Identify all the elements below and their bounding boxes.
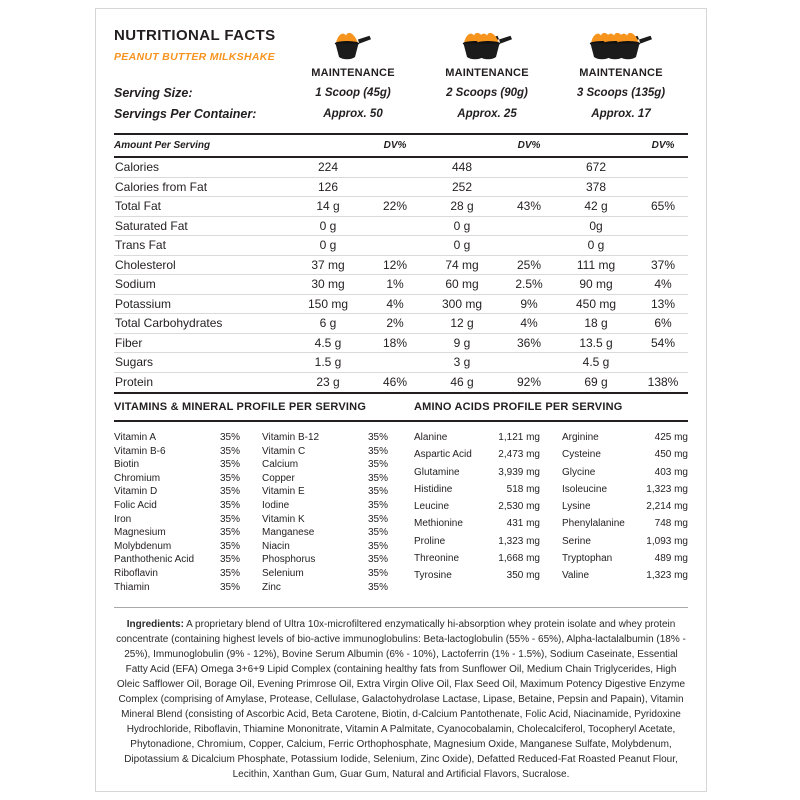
nutrient-label: Total Fat <box>115 199 162 214</box>
vitamin-row-value: 35% <box>219 459 240 471</box>
vitamin-row-name: Molybdenum <box>114 540 172 552</box>
vitamin-row-name: Calcium <box>262 459 299 471</box>
nutrient-dv: 54% <box>650 335 676 350</box>
amino-row <box>562 518 688 535</box>
amino-row-value: 431 mg <box>506 518 540 530</box>
nutrition-row <box>114 217 688 237</box>
vitamin-row-name: Niacin <box>262 540 290 552</box>
nutrient-dv: 18% <box>382 335 408 350</box>
scoop-icon <box>460 25 515 63</box>
nutrient-amount: 378 <box>585 179 607 194</box>
vitamins-column-1 <box>114 432 240 595</box>
nutrient-dv: 4% <box>386 296 404 311</box>
nutrient-label: Calories <box>115 160 160 175</box>
amount-per-serving-label: Amount Per Serving <box>114 140 211 151</box>
amino-row <box>562 432 688 449</box>
nutrient-amount: 12 g <box>450 316 474 331</box>
vitamin-row-name: Manganese <box>262 527 315 539</box>
amino-row-name: Histidine <box>414 483 453 495</box>
nutrition-row <box>114 295 688 315</box>
nutrient-amount: 126 <box>317 179 339 194</box>
nutrient-dv: 43% <box>516 199 542 214</box>
nutrient-amount: 90 mg <box>579 277 613 292</box>
vitamin-row-name: Phosphorus <box>262 554 316 566</box>
amino-row-value: 425 mg <box>654 432 688 443</box>
vitamin-row <box>114 500 240 514</box>
amino-row-name: Valine <box>562 570 590 582</box>
nutrient-amount: 60 mg <box>445 277 479 292</box>
nutrient-dv: 4% <box>520 316 538 331</box>
nutrient-amount: 1.5 g <box>314 355 342 370</box>
amino-row-value: 518 mg <box>506 483 540 495</box>
amino-row-value: 748 mg <box>654 518 688 530</box>
amino-row-name: Glutamine <box>414 466 460 478</box>
amino-row-name: Threonine <box>414 553 460 565</box>
servings-per-container-value: Approx. 25 <box>457 108 517 120</box>
nutrition-row <box>114 334 688 354</box>
amino-row <box>414 536 540 553</box>
vitamin-row <box>114 527 240 541</box>
nutrient-dv: 13% <box>650 296 676 311</box>
nutrient-amount: 28 g <box>450 199 474 214</box>
vitamin-row <box>262 459 388 473</box>
vitamin-row-name: Vitamin B-12 <box>262 432 320 443</box>
vitamin-row <box>114 486 240 500</box>
nutrition-row <box>114 353 688 373</box>
scoop-icon <box>587 25 655 63</box>
amino-row-value: 1,668 mg <box>498 553 540 565</box>
scoop-icon-group <box>554 21 688 63</box>
profiles-section <box>114 432 688 595</box>
servings-per-container-label: Servings Per Container: <box>114 107 257 121</box>
nutrient-amount: 46 g <box>450 375 474 390</box>
vitamin-row <box>114 541 240 555</box>
maintenance-row <box>114 67 688 79</box>
vitamin-row <box>262 527 388 541</box>
column-header: MAINTENANCE <box>579 67 663 79</box>
nutrient-dv: 92% <box>516 375 542 390</box>
vitamin-row-name: Biotin <box>114 459 140 471</box>
amino-row-value: 1,323 mg <box>646 570 688 582</box>
nutrition-row <box>114 178 688 198</box>
vitamin-row-value: 35% <box>219 432 240 443</box>
vitamin-row-value: 35% <box>367 527 388 539</box>
amino-row <box>562 501 688 518</box>
nutrient-amount: 0g <box>589 218 603 233</box>
vitamin-row <box>262 568 388 582</box>
nutrient-amount: 111 mg <box>576 257 616 272</box>
vitamin-row-value: 35% <box>367 486 388 498</box>
ingredients-label: Ingredients: <box>126 619 184 631</box>
vitamin-row <box>114 554 240 568</box>
nutrient-label: Total Carbohydrates <box>115 316 223 331</box>
vitamin-row-value: 35% <box>367 499 388 511</box>
scoop-icon-group <box>286 21 420 63</box>
nutrient-amount: 150 mg <box>307 296 349 311</box>
amino-row-value: 2,530 mg <box>498 501 540 513</box>
nutrition-row <box>114 197 688 217</box>
nutrient-dv: 2.5% <box>515 277 543 292</box>
amino-row-value: 403 mg <box>654 466 688 478</box>
icons-row <box>114 21 688 63</box>
vitamin-row-value: 35% <box>219 554 240 566</box>
amino-row-name: Leucine <box>414 501 450 513</box>
amino-row-name: Aspartic Acid <box>414 449 472 461</box>
amino-row <box>414 553 540 570</box>
vitamin-row-value: 35% <box>367 567 388 579</box>
nutrient-amount: 3 g <box>453 355 471 370</box>
nutrient-amount: 0 g <box>453 238 471 253</box>
nutrient-dv: 37% <box>650 257 676 272</box>
vitamin-row <box>262 473 388 487</box>
dv-percent-header: DV% <box>651 140 675 151</box>
amino-row-value: 1,323 mg <box>646 483 688 495</box>
vitamin-row-name: Vitamin D <box>114 486 158 498</box>
nutrition-row <box>114 314 688 334</box>
title-block <box>114 27 286 63</box>
nutrient-label: Sodium <box>115 277 156 292</box>
vitamin-row-name: Zinc <box>262 581 281 593</box>
aminos-heading: AMINO ACIDS PROFILE PER SERVING <box>414 401 623 413</box>
vitamin-row <box>262 514 388 528</box>
amino-row <box>414 570 540 587</box>
nutrient-amount: 300 mg <box>441 296 483 311</box>
nutrient-amount: 23 g <box>316 375 340 390</box>
nutrition-row <box>114 236 688 256</box>
vitamin-row-value: 35% <box>219 527 240 539</box>
amino-row <box>562 467 688 484</box>
servings-per-container-value: Approx. 50 <box>323 108 383 120</box>
nutrient-label: Trans Fat <box>115 238 166 253</box>
nutrient-amount: 69 g <box>584 375 608 390</box>
nutrient-amount: 4.5 g <box>582 355 610 370</box>
vitamin-row-name: Chromium <box>114 472 161 484</box>
nutrient-label: Calories from Fat <box>115 179 208 194</box>
nutrient-amount: 4.5 g <box>314 335 342 350</box>
amino-row-name: Glycine <box>562 466 596 478</box>
nutrient-label: Cholesterol <box>115 257 176 272</box>
nutrient-amount: 450 mg <box>575 296 617 311</box>
servings-per-container-value: Approx. 17 <box>591 108 651 120</box>
nutrient-amount: 30 mg <box>311 277 345 292</box>
vitamin-row <box>114 514 240 528</box>
amino-row-value: 1,323 mg <box>498 535 540 547</box>
serving-size-row <box>114 86 688 100</box>
vitamin-row <box>262 500 388 514</box>
amino-row <box>562 484 688 501</box>
vitamin-row-value: 35% <box>219 581 240 593</box>
amount-per-serving-header <box>114 133 688 158</box>
vitamin-row <box>114 459 240 473</box>
amino-row-value: 2,473 mg <box>498 449 540 461</box>
amino-row-name: Cysteine <box>562 449 601 461</box>
amino-row-value: 2,214 mg <box>646 501 688 513</box>
nutrient-amount: 74 mg <box>445 257 479 272</box>
nutrition-table <box>114 158 688 392</box>
nutrient-amount: 37 mg <box>311 257 345 272</box>
amino-row-value: 350 mg <box>506 570 540 582</box>
vitamin-row-name: Selenium <box>262 567 304 579</box>
vitamin-row-value: 35% <box>367 472 388 484</box>
vitamin-row-value: 35% <box>367 554 388 566</box>
nutrient-amount: 6 g <box>319 316 337 331</box>
vitamin-row-name: Vitamin A <box>114 432 157 443</box>
amino-row <box>562 536 688 553</box>
vitamin-row-name: Vitamin K <box>262 513 305 525</box>
ingredients-text: A proprietary blend of Ultra 10x-microfiltered enzymatically hi-absorption whey protein isolate and whey protein concentrate (containing highest levels of bio-active immunoglobulins: Beta-lactoglobulin (55% - 65%), Alpha-lactalalbumin (18% - 25%), Immunoglobulin (9% - 12%), Bovine Serum Albumin (6% - 10%), Lactoferrin (1% - 1.5%), Sodium Caseinate, Essential Fatty Acid (EFA) Omega 3+6+9 Lipid Complex (containing healthy fats from Sunflower Oil, Medium Chain Triglycerides, High Oleic Safflower Oil, Borage Oil, Evening Primrose Oil, Extra Virgin Olive Oil, Flax Seed Oil, Maximum Potency Digestive Enzyme Complex (comprising of Amylase, Protease, Cellulase, Galactohydrolase Lactase, Lipase, Betaine, Pepsin and Papain), Vitamin Mineral Blend (consisting of Ascorbic Acid, Beta Carotene, Biotin, d-Calcium Pantothenate, Folic Acid, Niacinamide, Pyridoxine Hydrochloride, Riboflavin, Thiamine Mononitrate, Vitamin A Palmitate, Cyanocobalamin, Cholecalciferol, Tocopheryl Acetate, Phytonadione, Chromium, Copper, Calcium, Ferric Orthophosphate, Magnesium Oxide, Manganese Sulfate, Molybdenum, Dipotassium & Dicalcium Phosphate, Potassium Iodide, Selenium, Zinc Oxide), Defatted Reduced-Fat Roasted Peanut Flour, Lecithin, Xanthan Gum, Guar Gum, Natural and Artificial Flavors, Sucralose. <box>116 619 686 781</box>
nutrition-row <box>114 275 688 295</box>
amino-row <box>414 501 540 518</box>
nutrient-amount: 224 <box>317 160 339 175</box>
amino-row <box>562 449 688 466</box>
aminos-column-1 <box>414 432 540 588</box>
amino-row-name: Lysine <box>562 501 591 513</box>
serving-size-value: 1 Scoop (45g) <box>315 87 391 99</box>
nutrient-amount: 13.5 g <box>579 335 613 350</box>
vitamin-row <box>262 554 388 568</box>
nutrient-dv: 4% <box>654 277 672 292</box>
vitamins-heading: VITAMINS & MINERAL PROFILE PER SERVING <box>114 401 367 413</box>
nutrient-amount: 0 g <box>587 238 605 253</box>
flavor-subtitle: PEANUT BUTTER MILKSHAKE <box>114 51 275 63</box>
amino-row <box>562 553 688 570</box>
amino-row-value: 3,939 mg <box>498 466 540 478</box>
amino-row <box>414 449 540 466</box>
nutrient-dv: 138% <box>647 375 679 390</box>
serving-size-value: 3 Scoops (135g) <box>576 87 666 99</box>
vitamin-row-value: 35% <box>219 445 240 457</box>
vitamin-row-name: Panthothenic Acid <box>114 554 195 566</box>
nutrient-dv: 9% <box>520 296 538 311</box>
vitamin-row-value: 35% <box>367 445 388 457</box>
vitamin-row-name: Vitamin E <box>262 486 305 498</box>
amino-row-name: Isoleucine <box>562 483 608 495</box>
vitamin-row-name: Vitamin C <box>262 445 306 457</box>
vitamin-row <box>262 486 388 500</box>
dv-percent-header: DV% <box>383 140 407 151</box>
nutrient-dv: 25% <box>516 257 542 272</box>
amino-row <box>414 484 540 501</box>
page-title: NUTRITIONAL FACTS <box>114 27 276 44</box>
nutrient-amount: 9 g <box>453 335 471 350</box>
vitamin-row <box>262 582 388 596</box>
vitamin-row <box>262 446 388 460</box>
column-header: MAINTENANCE <box>311 67 395 79</box>
scoop-icon-group <box>420 21 554 63</box>
aminos-table <box>414 432 688 595</box>
amino-row-name: Arginine <box>562 432 599 443</box>
nutrient-amount: 42 g <box>584 199 608 214</box>
vitamin-row-name: Thiamin <box>114 581 150 593</box>
amino-row-name: Tyrosine <box>414 570 452 582</box>
nutrient-dv: 6% <box>654 316 672 331</box>
vitamin-row-name: Magnesium <box>114 527 166 539</box>
amino-row <box>414 467 540 484</box>
nutrient-dv: 22% <box>382 199 408 214</box>
nutrient-dv: 12% <box>382 257 408 272</box>
vitamin-row-value: 35% <box>367 513 388 525</box>
amino-row-name: Phenylalanine <box>562 518 625 530</box>
column-header: MAINTENANCE <box>445 67 529 79</box>
vitamins-column-2 <box>262 432 388 595</box>
nutrient-amount: 0 g <box>319 238 337 253</box>
nutrient-label: Sugars <box>115 355 154 370</box>
vitamin-row-value: 35% <box>219 486 240 498</box>
nutrient-label: Protein <box>115 375 154 390</box>
nutrient-amount: 14 g <box>316 199 340 214</box>
vitamin-row-value: 35% <box>367 459 388 471</box>
nutrition-row <box>114 373 688 393</box>
vitamin-row-value: 35% <box>219 513 240 525</box>
scoop-icon <box>332 25 374 63</box>
nutrition-row <box>114 256 688 276</box>
amino-row <box>414 432 540 449</box>
vitamin-row <box>262 432 388 446</box>
amino-row-name: Tryptophan <box>562 553 613 565</box>
amino-row <box>414 518 540 535</box>
vitamin-row <box>114 568 240 582</box>
vitamin-row-value: 35% <box>367 540 388 552</box>
amino-row-value: 1,093 mg <box>646 535 688 547</box>
nutrition-row <box>114 158 688 178</box>
nutrient-dv: 1% <box>386 277 404 292</box>
nutrient-label: Potassium <box>115 296 172 311</box>
amino-row-name: Alanine <box>414 432 448 443</box>
vitamin-row-name: Iron <box>114 513 132 525</box>
amino-row <box>562 570 688 587</box>
vitamin-row-value: 35% <box>219 567 240 579</box>
nutrient-amount: 0 g <box>453 218 471 233</box>
vitamin-row <box>114 446 240 460</box>
amino-row-name: Serine <box>562 535 591 547</box>
vitamin-row-value: 35% <box>219 472 240 484</box>
nutrient-label: Saturated Fat <box>115 218 188 233</box>
vitamin-row-name: Iodine <box>262 499 290 511</box>
ingredients-paragraph <box>114 607 688 782</box>
vitamin-row-name: Folic Acid <box>114 499 157 511</box>
nutrient-amount: 0 g <box>319 218 337 233</box>
vitamin-row <box>262 541 388 555</box>
amino-row-value: 1,121 mg <box>498 432 540 443</box>
vitamin-row-name: Vitamin B-6 <box>114 445 166 457</box>
serving-size-label: Serving Size: <box>114 86 193 100</box>
profiles-header-band <box>114 392 688 422</box>
amino-row-name: Methionine <box>414 518 463 530</box>
dv-percent-header: DV% <box>517 140 541 151</box>
vitamin-row-value: 35% <box>219 499 240 511</box>
nutrient-amount: 18 g <box>584 316 608 331</box>
vitamin-row <box>114 432 240 446</box>
nutrient-dv: 36% <box>516 335 542 350</box>
vitamin-row <box>114 582 240 596</box>
vitamin-row-name: Riboflavin <box>114 567 158 579</box>
vitamins-table <box>114 432 388 595</box>
nutrient-dv: 65% <box>650 199 676 214</box>
amino-row-value: 450 mg <box>654 449 688 461</box>
aminos-column-2 <box>562 432 688 588</box>
vitamin-row <box>114 473 240 487</box>
vitamin-row-name: Copper <box>262 472 295 484</box>
nutrient-label: Fiber <box>115 335 143 350</box>
vitamin-row-value: 35% <box>219 540 240 552</box>
amino-row-name: Proline <box>414 535 446 547</box>
vitamin-row-value: 35% <box>367 432 388 443</box>
nutrient-amount: 252 <box>451 179 473 194</box>
nutrient-dv: 2% <box>386 316 404 331</box>
amino-row-value: 489 mg <box>654 553 688 565</box>
vitamin-row-value: 35% <box>367 581 388 593</box>
servings-per-container-row <box>114 107 688 121</box>
nutrition-label <box>95 8 707 792</box>
nutrient-dv: 46% <box>382 375 408 390</box>
nutrient-amount: 448 <box>451 160 473 175</box>
nutrient-amount: 672 <box>585 160 607 175</box>
serving-size-value: 2 Scoops (90g) <box>446 87 528 99</box>
